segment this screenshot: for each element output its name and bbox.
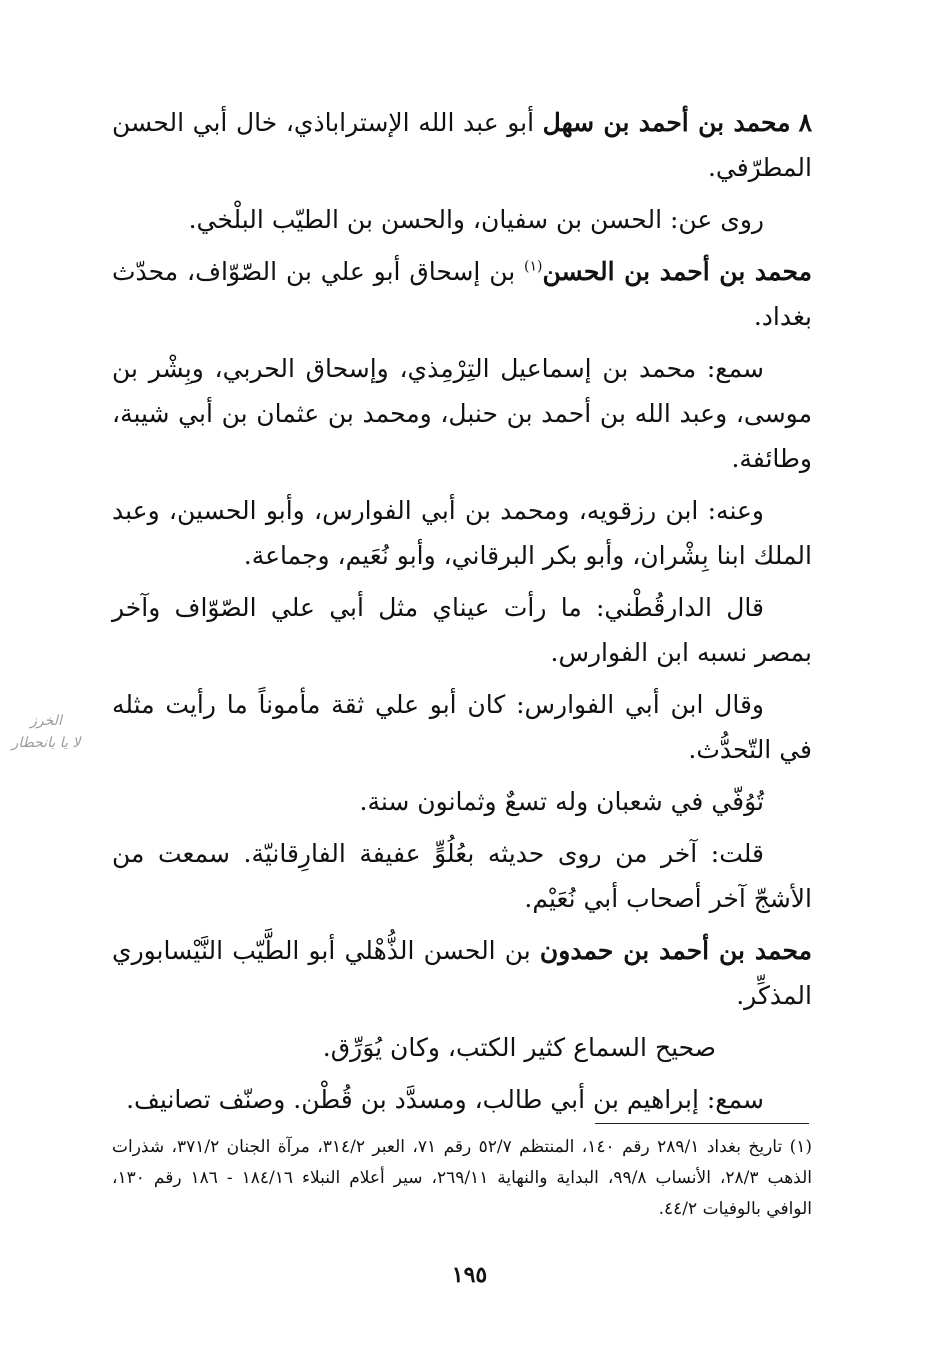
page-number: ١٩٥	[451, 1262, 488, 1288]
margin-handwritten-note	[0, 710, 92, 754]
entry-2-heading	[112, 249, 812, 339]
entry-2-heard: سمع: محمد بن إسماعيل التِرْمِذي، وإسحاق الحربي، وبِشْر بن موسى، وعبد الله بن أحمد بن حنبل، ومحمد بن عثمان بن أبي شيبة، وطائفة.	[112, 354, 812, 473]
entry-2-students: وعنه: ابن رزقويه، ومحمد بن أبي الفوارس، وأبو الحسين، وعبد الملك ابنا بِشْران، وأبو بكر البرقاني، وأبو نُعَيم، وجماعة.	[112, 496, 812, 570]
entry-3-heading	[112, 928, 812, 1018]
footnote-reference: (١)	[524, 258, 543, 275]
entry-2-ibn-fawaris-quote: وقال ابن أبي الفوارس: كان أبو علي ثقة مأموناً ما رأيت مثله في التّحدُّث.	[112, 690, 812, 764]
entry-2-description: بن إسحاق أبو علي بن الصّوّاف، محدّث بغداد.	[112, 257, 812, 331]
main-text	[112, 100, 812, 1129]
footnote-1: (١) تاريخ بغداد ٢٨٩/١ رقم ١٤٠، المنتظم ٥٢/٧ رقم ٧١، العبر ٣١٤/٢، مرآة الجنان ٣٧١/٢، شذرات الذهب ٢٨/٣، الأنساب ٩٩/٨، البداية والنهاية ٢٦٩/١١، سير أعلام النبلاء ١٨٤/١٦ - ١٨٦ رقم ١٣٠، الوافي بالوفيات ٤٤/٢.	[112, 1137, 813, 1219]
footnotes	[112, 1132, 812, 1232]
entry-1-heading	[112, 100, 812, 190]
entry-2-name: محمد بن أحمد بن الحسن	[542, 257, 813, 286]
margin-note-line-2: لا يا بانحطار	[11, 735, 81, 751]
footnote-divider	[595, 1123, 809, 1124]
entry-3-name: محمد بن أحمد بن حمدون	[539, 936, 812, 965]
entry-2-author-note: قلت: آخر من روى حديثه بعُلُوٍّ عفيفة الفارِقانيّة. سمعت من الأشجّ آخر أصحاب أبي نُعَيْم.	[112, 839, 812, 913]
margin-note-line-1: الخرز	[30, 713, 62, 729]
entry-1-narrators: روى عن: الحسن بن سفيان، والحسن بن الطيّب البلْخي.	[188, 205, 764, 234]
entry-2-death: تُوُفّي في شعبان وله تسعٌ وثمانون سنة.	[359, 787, 764, 816]
entry-1-description: أبو عبد الله الإستراباذي، خال أبي الحسن المطرّفي.	[112, 108, 812, 182]
entry-1-name: محمد بن أحمد بن سهل	[542, 108, 791, 137]
entry-2-daraqutni-quote: قال الدارقُطْني: ما رأت عيناي مثل أبي علي الصّوّاف وآخر بمصر نسبه ابن الفوارس.	[112, 593, 812, 667]
entry-3-sama: صحيح السماع كثير الكتب، وكان يُوَرِّق.	[322, 1033, 716, 1062]
entry-3-description: بن الحسن الذُّهْلي أبو الطَّيّب النَّيْسابوري المذكِّر.	[112, 936, 812, 1010]
entry-3-heard: سمع: إبراهيم بن أبي طالب، ومسدَّد بن قُطْن. وصنّف تصانيف.	[126, 1085, 764, 1114]
entry-marker: ٨	[798, 108, 812, 137]
